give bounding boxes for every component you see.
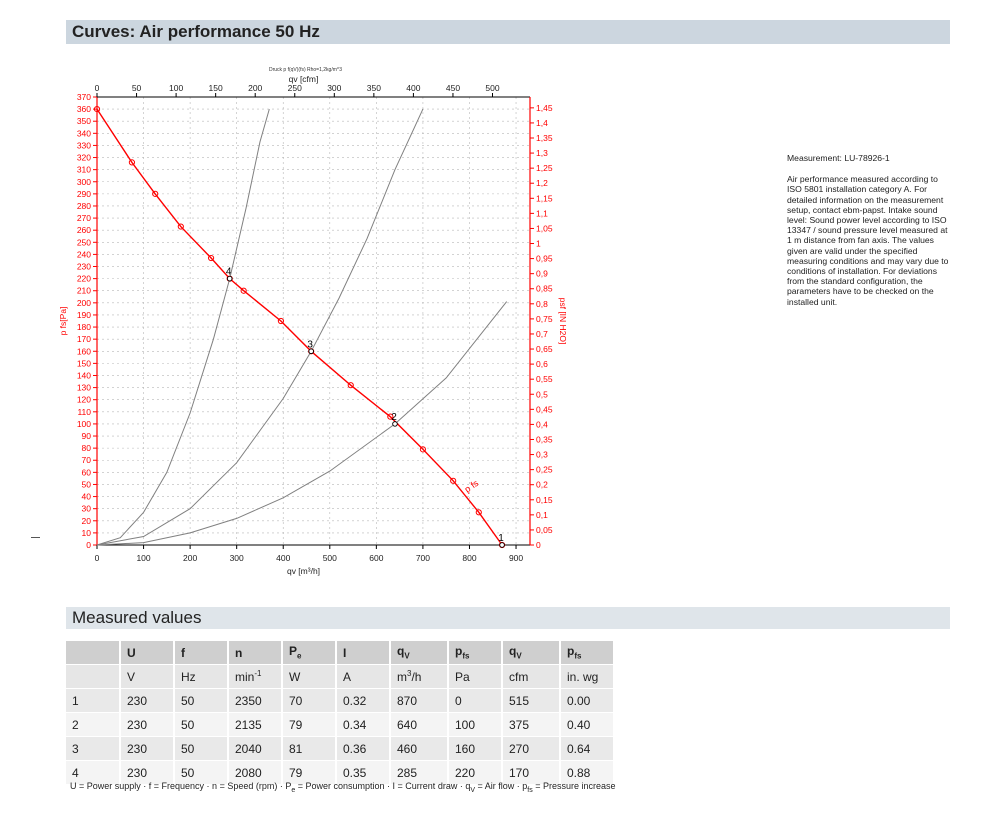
y-tick-label: 20 — [81, 515, 91, 526]
y-tick-label: 300 — [76, 176, 91, 187]
x-top-tick-label: 150 — [208, 83, 223, 93]
y-right-tick-label: 0,4 — [536, 419, 548, 430]
x-top-tick-label: 400 — [406, 83, 421, 93]
y-tick-label: 250 — [76, 237, 91, 248]
x-tick-label: 900 — [508, 553, 524, 563]
table-cell: 100 — [448, 713, 502, 737]
legend-text: = Air flow · p — [475, 781, 528, 791]
x-top-tick-label: 300 — [327, 83, 342, 93]
unit-cell: W — [282, 665, 336, 689]
y-right-tick-label: 0,9 — [536, 268, 548, 279]
legend-text: = Pressure increase — [532, 781, 616, 791]
y-tick-label: 370 — [76, 92, 91, 102]
y-right-tick-label: 0,1 — [536, 509, 548, 520]
y-tick-label: 110 — [77, 406, 91, 417]
x-tick-label: 600 — [369, 553, 384, 563]
unit-cell: $\min^{-1}$ — [228, 665, 282, 689]
table-cell: 50 — [174, 737, 228, 761]
y-right-tick-label: 0,3 — [536, 449, 548, 460]
y-tick-label: 0 — [86, 540, 91, 550]
table-cell: 230 — [120, 689, 174, 713]
table-cell: 270 — [502, 737, 560, 761]
y-tick-label: 100 — [76, 418, 91, 429]
x-tick-label: 700 — [415, 553, 431, 563]
x-tick-label: 500 — [322, 553, 337, 563]
x-tick-label: 300 — [229, 553, 244, 563]
x-tick-label: 400 — [276, 553, 291, 563]
y-tick-label: 280 — [76, 200, 91, 211]
measured-values-table — [66, 641, 615, 785]
y-right-tick-label: 0,7 — [536, 328, 548, 339]
x-top-tick-label: 50 — [131, 83, 142, 93]
table-cell: 70 — [282, 689, 336, 713]
y-tick-label: 210 — [76, 285, 91, 296]
table-cell: 170 — [502, 761, 560, 785]
y-tick-label: 160 — [76, 346, 91, 357]
y-right-axis-label: psf [IN H2O] — [558, 297, 568, 345]
table-cell: 79 — [282, 713, 336, 737]
table-row — [66, 713, 614, 737]
y-right-tick-label: 1,35 — [536, 133, 553, 144]
y-tick-label: 230 — [76, 261, 91, 272]
unit-cell: Hz — [174, 665, 228, 689]
y-right-tick-label: 0,85 — [536, 283, 553, 294]
y-right-tick-label: 0,05 — [536, 524, 553, 535]
column-header: $p_{fs}$ — [560, 641, 614, 665]
y-tick-label: 220 — [76, 273, 91, 284]
unit-cell: A — [336, 665, 390, 689]
y-tick-label: 140 — [76, 370, 91, 381]
table-cell: 2 — [66, 713, 120, 737]
x-top-tick-label: 200 — [248, 83, 263, 93]
series-label: p fs — [462, 477, 481, 495]
y-tick-label: 60 — [81, 467, 91, 478]
table-cell: 460 — [390, 737, 448, 761]
measured-values-title: Measured values — [72, 608, 202, 627]
column-header: n — [228, 641, 282, 665]
legend-text: = Power consumption · I = Current draw · q — [295, 781, 471, 791]
legend-subscript: V — [470, 786, 475, 794]
y-tick-label: 80 — [81, 443, 91, 454]
table-row — [66, 689, 614, 713]
y-tick-label: 170 — [76, 334, 91, 345]
table-cell: 0.40 — [560, 713, 614, 737]
y-tick-label: 120 — [76, 394, 91, 405]
legend-subscript: e — [291, 786, 296, 794]
y-right-tick-label: 0,55 — [536, 374, 553, 385]
measurement-note — [787, 153, 953, 307]
unit-cell: in. wg — [560, 665, 614, 689]
column-header: $q_V$ — [502, 641, 560, 665]
table-row — [66, 737, 614, 761]
table-cell: 0 — [448, 689, 502, 713]
table-cell: 50 — [174, 713, 228, 737]
legend-subscript: fs — [527, 786, 533, 794]
table-cell: 50 — [174, 761, 228, 785]
unit-cell — [66, 665, 120, 689]
x-tick-label: 100 — [136, 553, 151, 563]
x-top-tick-label: 500 — [485, 83, 500, 93]
table-cell: 1 — [66, 689, 120, 713]
table-cell: 0.36 — [336, 737, 390, 761]
y-right-tick-label: 1,15 — [536, 193, 553, 204]
y-right-tick-label: 1,4 — [536, 117, 548, 128]
y-right-tick-label: 0,2 — [536, 479, 548, 490]
x-top-tick-label: 450 — [445, 83, 461, 93]
y-tick-label: 30 — [81, 503, 91, 514]
y-tick-label: 200 — [76, 297, 91, 308]
y-right-tick-label: 1,25 — [536, 163, 553, 174]
y-tick-label: 330 — [76, 140, 91, 151]
x-tick-label: 0 — [94, 553, 100, 563]
y-tick-label: 40 — [81, 491, 91, 502]
y-axis-label: p fs[Pa] — [58, 306, 68, 336]
operating-point-label: 4 — [225, 266, 232, 278]
column-header: I — [336, 641, 390, 665]
y-right-tick-label: 0,75 — [536, 313, 553, 324]
y-right-tick-label: 0,5 — [536, 389, 548, 400]
y-tick-label: 150 — [76, 358, 91, 369]
table-cell: 2080 — [228, 761, 282, 785]
table-cell: 230 — [120, 761, 174, 785]
x-top-tick-label: 100 — [169, 83, 184, 93]
y-tick-label: 240 — [76, 249, 91, 260]
table-cell: 4 — [66, 761, 120, 785]
y-right-tick-label: 0,15 — [536, 494, 553, 505]
column-header: U — [120, 641, 174, 665]
page-title: Curves: Air performance 50 Hz — [72, 22, 320, 41]
table-cell: 2350 — [228, 689, 282, 713]
table-cell: 870 — [390, 689, 448, 713]
y-tick-label: 290 — [76, 188, 91, 199]
unit-cell: V — [120, 665, 174, 689]
x-tick-label: 200 — [183, 553, 198, 563]
y-right-tick-label: 1,1 — [536, 208, 548, 219]
table-cell: 50 — [174, 689, 228, 713]
y-tick-label: 310 — [76, 164, 91, 175]
table-cell: 230 — [120, 737, 174, 761]
x-tick-label: 800 — [462, 553, 477, 563]
y-tick-label: 260 — [76, 225, 91, 236]
y-right-tick-label: 0,95 — [536, 253, 553, 264]
y-right-tick-label: 0,25 — [536, 464, 553, 475]
column-header: $p_{fs}$ — [448, 641, 502, 665]
table-cell: 160 — [448, 737, 502, 761]
table-cell: 0.88 — [560, 761, 614, 785]
table-cell: 79 — [282, 761, 336, 785]
measurement-description: Air performance measured according to ISO 5801 installation category A. For detailed information on the measurement setup, contact ebm-papst. Intake sound level: Sound power level according to ISO 13347 / sound pressure level measured at 1 m distance from fan axis. The values given are valid under the specified measuring conditions and may vary due to conditions of installation. For deviations from the standard configuration, the parameters have to be checked on the installed unit. — [787, 174, 949, 307]
table-cell: 0.64 — [560, 737, 614, 761]
table-cell: 640 — [390, 713, 448, 737]
column-header: $q_V$ — [390, 641, 448, 665]
x-axis-label: qv [m³/h] — [286, 566, 321, 576]
table-cell: 375 — [502, 713, 560, 737]
y-right-tick-label: 0,6 — [536, 359, 548, 370]
y-tick-label: 350 — [76, 116, 91, 127]
table-cell: 81 — [282, 737, 336, 761]
table-cell: 0.32 — [336, 689, 390, 713]
table-cell: 2135 — [228, 713, 282, 737]
y-tick-label: 10 — [81, 527, 91, 538]
y-right-tick-label: 0 — [536, 540, 541, 550]
table-cell: 285 — [390, 761, 448, 785]
table-cell: 515 — [502, 689, 560, 713]
y-tick-label: 340 — [76, 128, 91, 139]
table-cell: 0.35 — [336, 761, 390, 785]
table-cell: 0.34 — [336, 713, 390, 737]
operating-point-label: 3 — [307, 339, 313, 351]
y-tick-label: 360 — [76, 104, 91, 115]
column-header — [66, 641, 120, 665]
y-right-tick-label: 0,65 — [536, 344, 553, 355]
operating-point-label: 2 — [391, 411, 397, 423]
table-header-row — [66, 641, 614, 665]
y-right-tick-label: 1,3 — [536, 148, 548, 159]
table-cell: 220 — [448, 761, 502, 785]
y-right-tick-label: 0,45 — [536, 404, 553, 415]
table-cell: 2040 — [228, 737, 282, 761]
margin-dash — [31, 537, 40, 538]
table-units-row — [66, 665, 614, 689]
y-tick-label: 190 — [76, 309, 91, 320]
y-tick-label: 270 — [76, 213, 91, 224]
y-right-tick-label: 1,2 — [536, 178, 548, 189]
column-header: f — [174, 641, 228, 665]
y-tick-label: 90 — [81, 431, 91, 442]
measurement-id: Measurement: LU-78926-1 — [787, 153, 890, 163]
column-header: $P_e$ — [282, 641, 336, 665]
table-cell: 230 — [120, 713, 174, 737]
x-top-tick-label: 250 — [287, 83, 302, 93]
table-cell: 3 — [66, 737, 120, 761]
y-right-tick-label: 1 — [536, 238, 541, 249]
unit-cell: cfm — [502, 665, 560, 689]
x-top-tick-label: 350 — [366, 83, 381, 93]
plot-area — [97, 97, 530, 545]
unit-cell: $m^3/h$ — [390, 665, 448, 689]
y-tick-label: 50 — [81, 479, 91, 490]
x-top-tick-label: 0 — [94, 83, 100, 93]
y-right-tick-label: 0,35 — [536, 434, 553, 445]
legend-text: U = Power supply · f = Frequency · n = Speed (rpm) · P — [70, 781, 292, 791]
y-right-tick-label: 0,8 — [536, 298, 548, 309]
y-tick-label: 180 — [76, 322, 91, 333]
operating-point-label: 1 — [498, 533, 504, 544]
y-right-tick-label: 1,45 — [536, 102, 553, 113]
y-tick-label: 70 — [81, 455, 91, 466]
chart-title: Druck p f(qV)(fs) Rho=1,2kg/m^3 — [268, 67, 343, 73]
section-header-measured — [66, 607, 950, 629]
x-top-axis-label: qv [cfm] — [288, 74, 319, 84]
y-tick-label: 130 — [76, 382, 91, 393]
abbreviation-legend — [70, 781, 616, 794]
y-right-tick-label: 1,05 — [536, 223, 553, 234]
unit-cell: Pa — [448, 665, 502, 689]
table-cell: 0.00 — [560, 689, 614, 713]
y-tick-label: 320 — [76, 152, 91, 163]
